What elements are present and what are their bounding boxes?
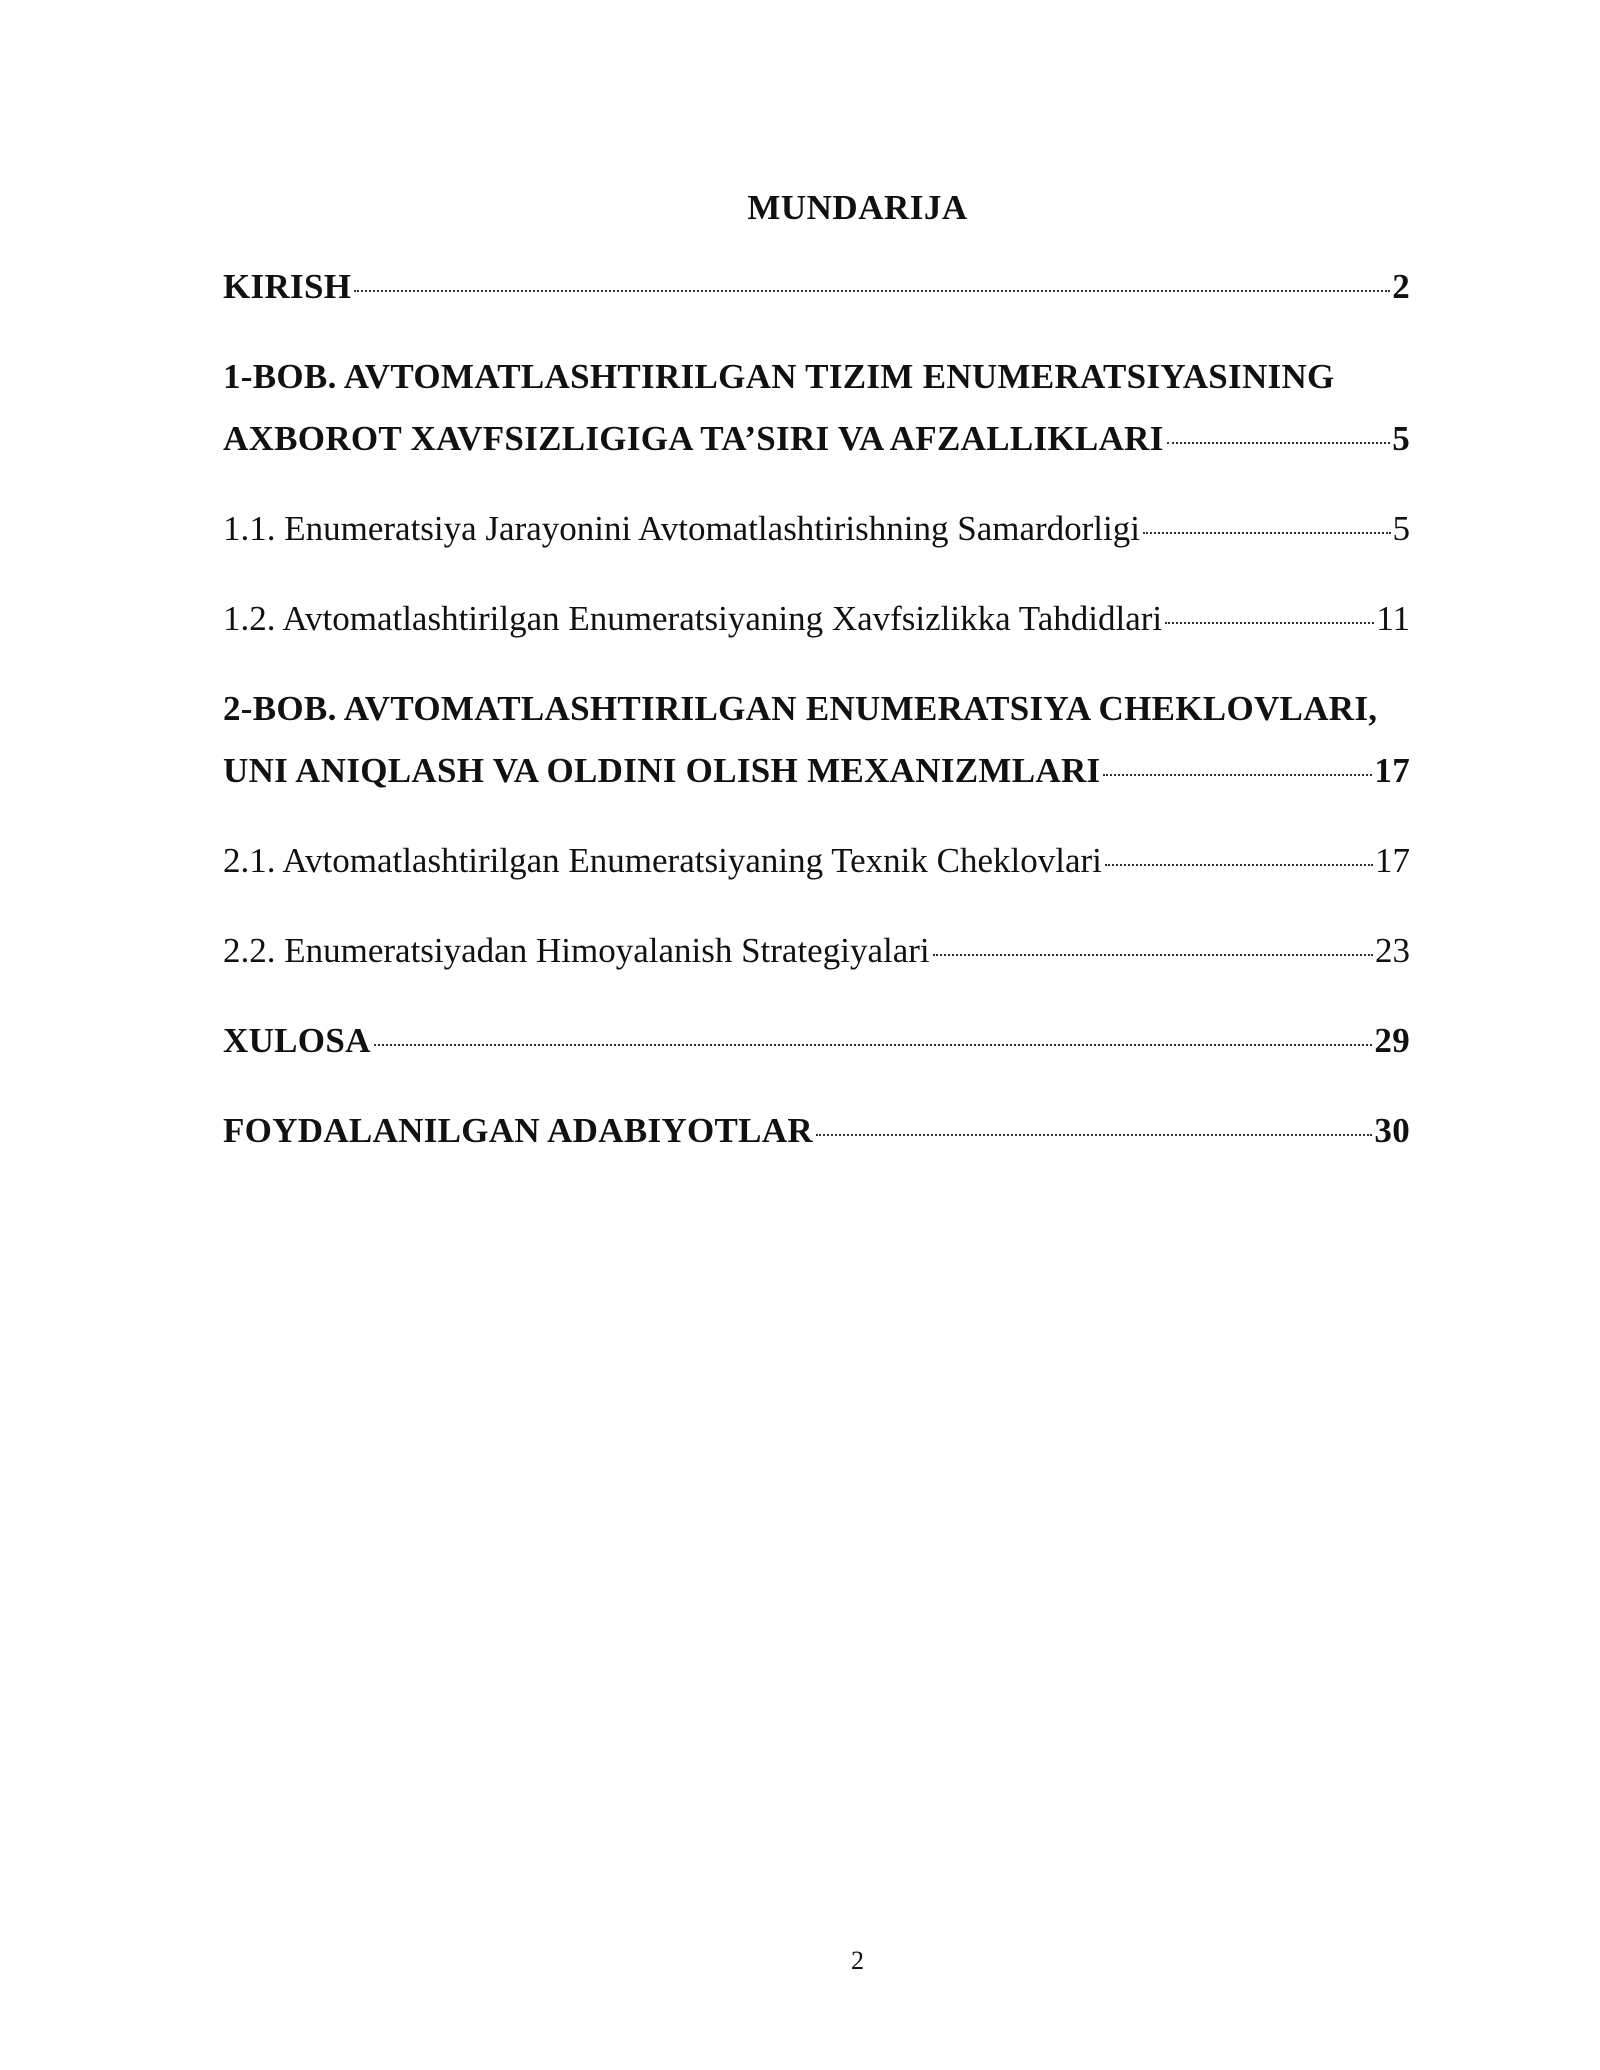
- toc-entry-text: KIRISH: [223, 267, 352, 306]
- toc-page-number: 23: [1375, 931, 1410, 970]
- toc-entry-text-line1: 2-BOB. AVTOMATLASHTIRILGAN ENUMERATSIYA CHEKLOVLARI,: [223, 689, 1378, 728]
- toc-entry-text: 2.2. Enumeratsiyadan Himoyalanish Strategiyalari: [223, 931, 930, 970]
- toc-entry-references[interactable]: [223, 1100, 1410, 1162]
- toc-entry-section-2-2[interactable]: [223, 920, 1410, 982]
- toc-entry-text: XULOSA: [223, 1021, 371, 1060]
- toc-entry-text: 1.1. Enumeratsiya Jarayonini Avtomatlashtirishning Samardorligi: [223, 509, 1140, 548]
- dot-leader: [1105, 862, 1373, 866]
- toc-entry-xulosa[interactable]: [223, 1010, 1410, 1072]
- toc-entry-section-1-1[interactable]: [223, 498, 1410, 560]
- dot-leader: [816, 1132, 1372, 1136]
- toc-page-number: 2: [1392, 267, 1410, 306]
- toc-entry-text: 2.1. Avtomatlashtirilgan Enumeratsiyaning Texnik Cheklovlari: [223, 841, 1102, 880]
- page-number-footer: 2: [851, 1946, 864, 1975]
- dot-leader: [1167, 440, 1391, 444]
- dot-leader: [1143, 530, 1391, 534]
- toc-entry-chapter-2[interactable]: [223, 678, 1410, 802]
- toc-page-number: 30: [1374, 1111, 1410, 1150]
- toc-title: MUNDARIJA: [747, 188, 968, 227]
- toc-page-number: 17: [1375, 841, 1410, 880]
- toc-entry-section-1-2[interactable]: [223, 588, 1410, 650]
- dot-leader: [933, 952, 1373, 956]
- toc-entry-kirish[interactable]: [223, 256, 1410, 318]
- dot-leader: [374, 1042, 1373, 1046]
- dot-leader: [1165, 620, 1374, 624]
- toc-entry-text-line1: 1-BOB. AVTOMATLASHTIRILGAN TIZIM ENUMERATSIYASINING: [223, 357, 1335, 396]
- toc-page-number: 17: [1374, 751, 1410, 790]
- toc-page-number: 5: [1392, 509, 1410, 548]
- table-of-contents: [223, 256, 1410, 1162]
- toc-entry-text: FOYDALANILGAN ADABIYOTLAR: [223, 1111, 813, 1150]
- toc-entry-chapter-1[interactable]: [223, 346, 1410, 470]
- toc-page-number: 29: [1374, 1021, 1410, 1060]
- dot-leader: [354, 288, 1390, 292]
- dot-leader: [1103, 772, 1372, 776]
- toc-page-number: 11: [1376, 599, 1410, 638]
- toc-entry-text: 1.2. Avtomatlashtirilgan Enumeratsiyaning Xavfsizlikka Tahdidlari: [223, 599, 1163, 638]
- toc-entry-section-2-1[interactable]: [223, 830, 1410, 892]
- toc-entry-text: UNI ANIQLASH VA OLDINI OLISH MEXANIZMLARI: [223, 751, 1101, 790]
- toc-entry-text: AXBOROT XAVFSIZLIGIGA TA’SIRI VA AFZALLIKLARI: [223, 419, 1164, 458]
- toc-page-number: 5: [1392, 419, 1410, 458]
